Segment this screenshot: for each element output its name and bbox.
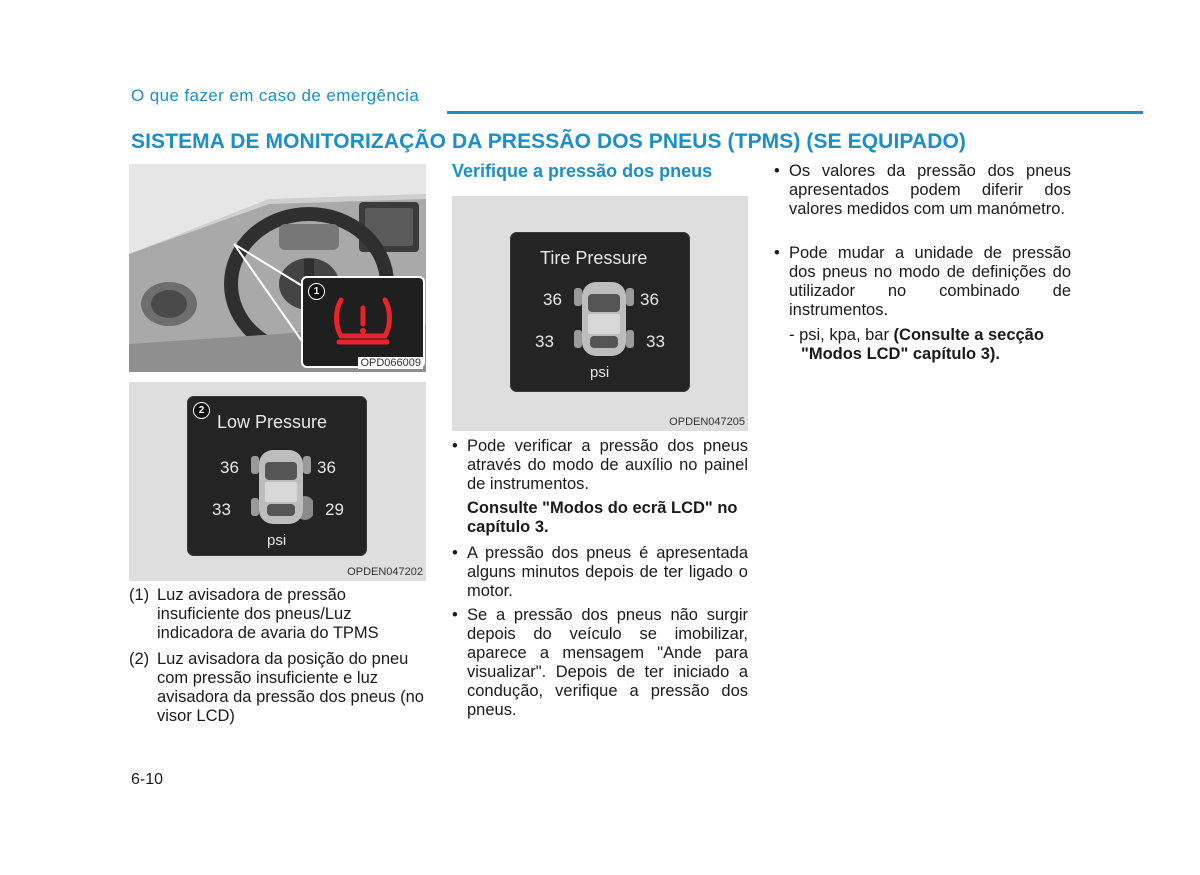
dashboard-figure [129,164,426,372]
lcd-display [187,396,367,556]
header-rule [447,111,1143,114]
lcd-title: Tire Pressure [540,248,648,268]
figure-code: OPDEN047205 [669,416,745,428]
bullet-icon: • [452,437,458,455]
pressure-unit: psi [267,532,287,549]
callout-number-2: 2 [193,402,210,419]
page-number: 6-10 [131,771,164,788]
tire-pressure-figure [452,196,748,431]
tpms-warning-callout [301,276,425,368]
section-heading: Verifique a pressão dos pneus [452,161,713,181]
car-top-view-icon [249,448,313,528]
page-title: SISTEMA DE MONITORIZAÇÃO DA PRESSÃO DOS PNEUS (TPMS) (SE EQUIPADO) [131,130,966,153]
front-left-pressure: 36 [543,290,562,309]
bullet-icon: • [452,606,458,624]
rear-right-pressure: 29 [325,500,344,519]
lcd-title: Low Pressure [217,412,328,432]
col2-bullet-3: Se a pressão dos pneus não surgir depois do veículo se imobilizar, aparece a mensagem "Ande para visualizar". Depois de ter iniciado a condução, verifique a pressão dos pneus. [467,606,748,719]
section-header: O que fazer em caso de emergência [131,86,420,105]
pressure-unit: psi [590,364,610,381]
rear-left-pressure: 33 [212,500,231,519]
col3-bullet-1: Os valores da pressão dos pneus apresentados podem diferir dos valores medidos com um manómetro. [789,162,1071,218]
rear-right-pressure: 33 [646,332,665,351]
col3-sub-reference: (Consulte a secção "Modos LCD" capítulo 3). [801,326,1044,363]
callout-number-1: 1 [308,283,325,300]
lcd-display [510,232,690,392]
col2-bullet-1: Pode verificar a pressão dos pneus através do modo de auxílio no painel de instrumentos. [467,437,748,493]
legend-number-2: (2) [129,650,150,668]
front-right-pressure: 36 [640,290,659,309]
legend-number-1: (1) [129,586,150,604]
front-left-pressure: 36 [220,458,239,477]
bullet-icon: • [774,162,780,180]
low-pressure-figure [129,382,426,581]
rear-left-pressure: 33 [535,332,554,351]
col2-bullet-1-note: Consulte "Modos do ecrã LCD" no capítulo 3. [467,499,738,536]
legend-item-1: Luz avisadora de pressão insuficiente dos pneus/Luz indicadora de avaria do TPMS [157,586,379,642]
col3-sub-prefix: - psi, kpa, bar [789,326,894,344]
figure-code: OPDEN047202 [347,566,423,578]
car-top-view-icon [572,280,636,360]
figure-code: OPD066009 [360,357,421,369]
front-right-pressure: 36 [317,458,336,477]
col3-bullet-2: Pode mudar a unidade de pressão dos pneus no modo de definições do utilizador no combinado de instrumentos. [789,244,1071,319]
legend-item-2: Luz avisadora da posição do pneu com pressão insuficiente e luz avisadora da pressão dos pneus (no visor LCD) [157,650,424,725]
bullet-icon: • [452,544,458,562]
col2-bullet-2: A pressão dos pneus é apresentada alguns minutos depois de ter ligado o motor. [467,544,748,600]
col3-sub-item [789,326,1091,364]
tpms-warning-icon [333,296,393,348]
bullet-icon: • [774,244,780,262]
